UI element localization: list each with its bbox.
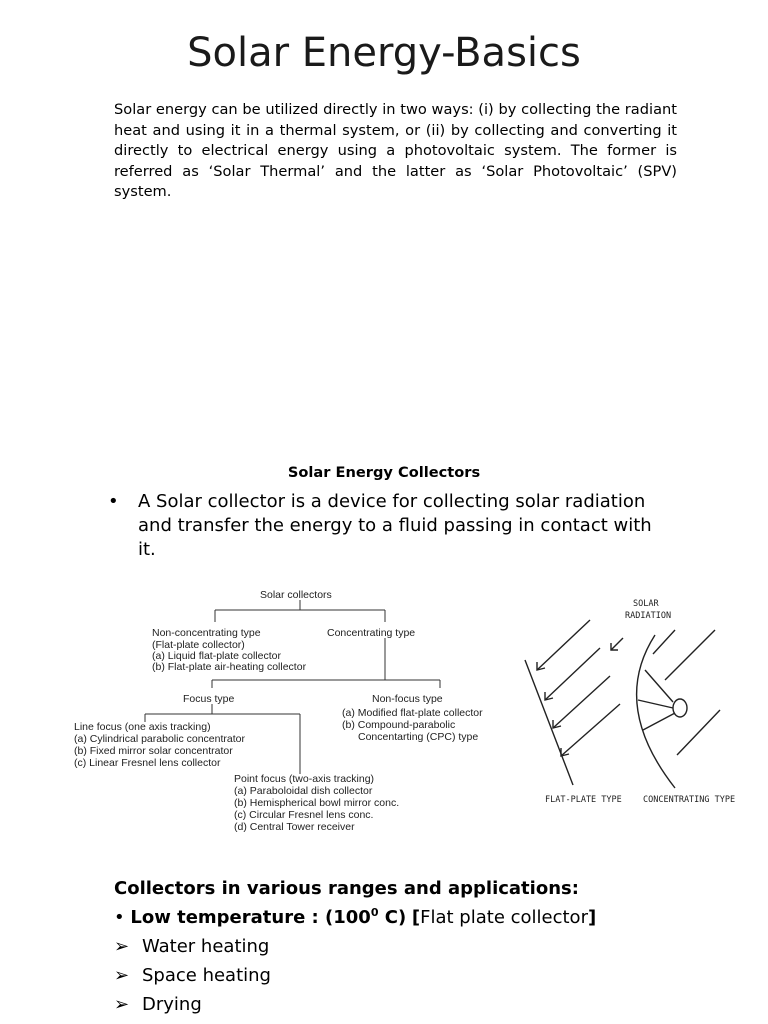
tree-point-focus: Point focus (two-axis tracking): [234, 773, 375, 785]
collector-classification-diagram: [60, 582, 510, 842]
tree-line-focus-2: (b) Fixed mirror solar concentrator: [74, 745, 233, 757]
arrow-bullet-icon: ➢: [114, 994, 130, 1015]
arrow-bullet-icon: ➢: [114, 936, 130, 957]
applications-heading: Collectors in various ranges and applications:: [114, 878, 579, 899]
tree-nonfocus-line-2: (b) Compound-parabolic: [342, 719, 456, 731]
radiation-label: RADIATION: [625, 611, 672, 621]
intro-paragraph: Solar energy can be utilized directly in two ways: (i) by collecting the radiant heat and using it in a thermal system, or (ii) by collecting and converting it directly to electrical energy using a photovoltaic system. The former is referred as ‘Solar Thermal’ and the latter as ‘Solar Photovoltaic’ (SPV) system.: [114, 101, 677, 201]
tree-nonconc-line-2: (a) Liquid flat-plate collector: [152, 650, 281, 662]
solar-label: SOLAR: [633, 599, 659, 609]
tree-nonfocus: Non-focus type: [372, 693, 443, 705]
tree-nonconc-line-1: (Flat-plate collector): [152, 639, 245, 651]
application-item: [114, 965, 271, 986]
bracket-open: [: [411, 907, 421, 928]
tree-point-focus-2: (b) Hemispherical bowl mirror conc.: [234, 797, 400, 809]
tree-line-focus: Line focus (one axis tracking): [74, 721, 211, 733]
arrow-bullet-icon: ➢: [114, 965, 130, 986]
concentrating-label: CONCENTRATING TYPE: [643, 795, 735, 805]
bracket-close: ]: [587, 907, 597, 928]
tree-nonconc-line-3: (b) Flat-plate air-heating collector: [152, 661, 307, 673]
collectors-heading: Solar Energy Collectors: [287, 464, 481, 481]
application-item: [114, 936, 269, 957]
collector-definition: [108, 490, 668, 562]
tree-nonfocus-line-1: (a) Modified flat-plate collector: [342, 707, 483, 719]
tree-point-focus-1: (a) Paraboloidal dish collector: [234, 785, 373, 797]
page-title: Solar Energy-Basics: [187, 30, 581, 76]
tree-point-focus-3: (c) Circular Fresnel lens conc.: [234, 809, 374, 821]
bullet-dot: •: [108, 491, 119, 512]
low-temp-example: Flat plate collector: [420, 907, 588, 928]
application-item-label: Water heating: [142, 936, 270, 957]
tree-nonfocus-line-3: Concentarting (CPC) type: [358, 731, 479, 743]
tree-point-focus-4: (d) Central Tower receiver: [234, 821, 355, 833]
focal-receiver: [673, 699, 687, 717]
parabolic-mirror: [637, 635, 675, 788]
tree-focus: Focus type: [183, 693, 235, 705]
tree-line-focus-3: (c) Linear Fresnel lens collector: [74, 757, 221, 769]
tree-nonconcentrating: Non-concentrating type: [152, 627, 261, 639]
flat-plate-label: FLAT-PLATE TYPE: [545, 795, 622, 805]
collector-types-sketch: [515, 590, 735, 815]
degree-superscript: 0: [370, 906, 379, 919]
application-item: [114, 994, 202, 1015]
low-temperature-line: [114, 906, 596, 928]
low-temp-unit: C): [378, 907, 407, 928]
low-temp-bullet: •: [114, 907, 125, 928]
tree-concentrating: Concentrating type: [327, 627, 416, 639]
low-temp-label: Low temperature : (100: [130, 907, 371, 928]
collector-definition-text: A Solar collector is a device for collecting solar radiation and transfer the energy to a fluid passing in contact with it.: [138, 491, 652, 560]
tree-root: Solar collectors: [260, 589, 332, 601]
flat-plate-absorber: [525, 660, 573, 785]
application-item-label: Drying: [142, 994, 202, 1015]
application-item-label: Space heating: [142, 965, 271, 986]
tree-line-focus-1: (a) Cylindrical parabolic concentrator: [74, 733, 245, 745]
